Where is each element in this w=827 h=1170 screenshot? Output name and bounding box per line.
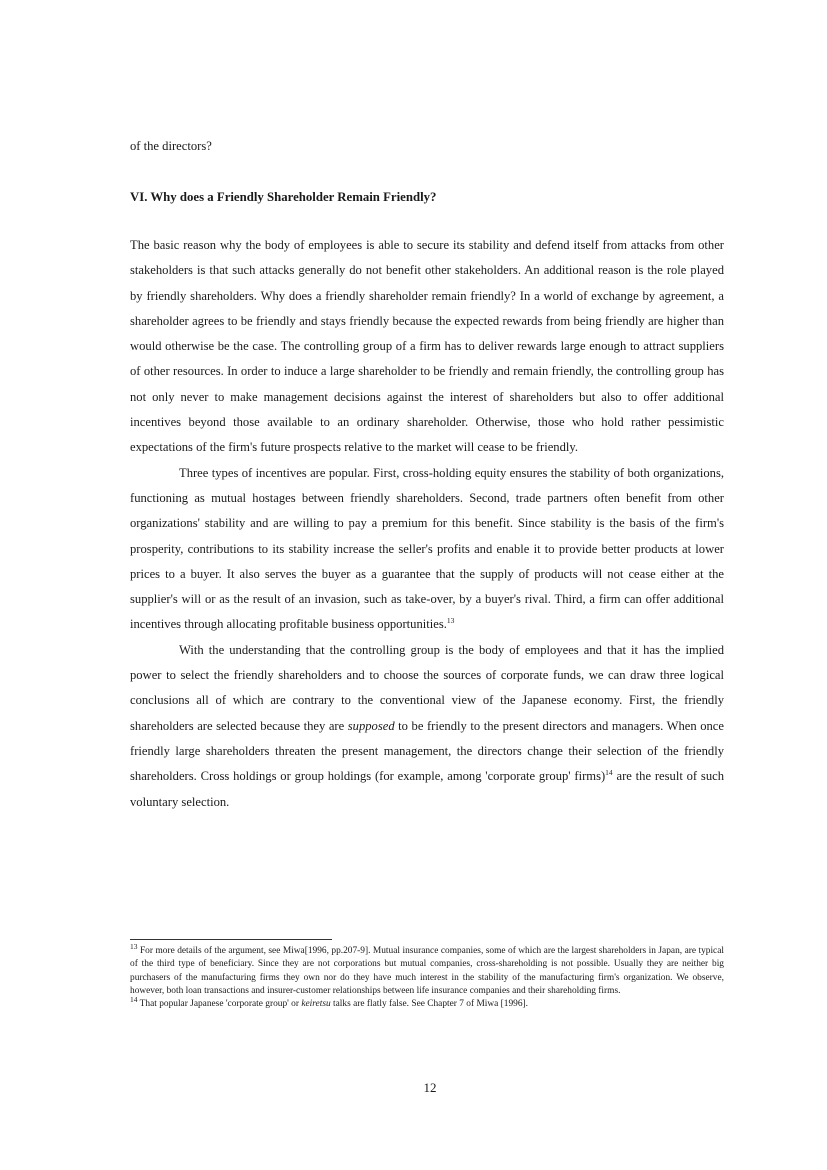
footnote-mark-13: 13 (130, 941, 138, 951)
footnotes (130, 941, 724, 1011)
section-heading: VI. Why does a Friendly Shareholder Remain Friendly? (130, 190, 437, 204)
paragraph-3-text-b: to be friendly to the present directors and managers. When once friendly large shareholders threaten the present management, the directors change their selection of the friendly shareholders. Cross holdings or group holdings (for example, among 'corporate group' firms) (130, 718, 724, 784)
page-number: 12 (423, 1080, 437, 1095)
paragraph-2-text: Three types of incentives are popular. First, cross-holding equity ensures the stability of both organizations, functioning as mutual hostages between friendly shareholders. Second, trade partners often benefit from other organizations' stability and are willing to pay a premium for this benefit. Since stability is the basis of the firm's prosperity, contributions to its stability increase the seller's profits and enable it to provide better products at lower prices to a buyer. It also serves the buyer as a guarantee that the supply of products will not cease either at the supplier's will or as the result of an invasion, such as take-over, by a buyer's rival. Third, a firm can offer additional incentives through allocating profitable business opportunities. (130, 465, 724, 632)
section-body (130, 233, 724, 815)
opening-text (130, 134, 724, 159)
footnote-14-text-b: talks are flatly false. See Chapter 7 of Miwa [1996]. (330, 999, 529, 1010)
footnote-separator (130, 939, 332, 940)
emphasis-supposed: supposed (347, 718, 395, 733)
paragraph-3-text-c: are the result of such voluntary selection. (130, 769, 724, 809)
paragraph-1: The basic reason why the body of employees is able to secure its stability and defend itself from attacks from other stakeholders is that such attacks generally do not benefit other stakeholders. An additional reason is the role played by friendly shareholders. Why does a friendly shareholder remain friendly? In a world of exchange by agreement, a shareholder agrees to be friendly and stays friendly because the expected rewards from being friendly are higher than would otherwise be the case. The controlling group of a firm has to deliver rewards large enough to attract suppliers of other resources. In order to induce a large shareholder to be friendly and remain friendly, the controlling group has not only never to make management decisions against the interest of shareholders but also to offer additional incentives beyond those available to an ordinary shareholder. Otherwise, those who hold rather pessimistic expectations of the firm's future prospects relative to the market will cease to be friendly. (130, 238, 724, 455)
footnote-13 (130, 941, 724, 998)
footnote-14 (130, 995, 724, 1011)
paragraph-2 (130, 461, 724, 638)
footnote-13-text: For more details of the argument, see Miwa[1996, pp.207-9]. Mutual insurance companies, some of which are the largest shareholders in Japan, are typical of the third type of beneficiary. Since they are not corporations but mutual companies, cross-shareholding is not possible. Usually they are neither big purchasers of the manufacturing firms they own nor do they have much interest in the stability of the manufacturing firm's organization. We observe, however, both loan transactions and insurer-customer relationships between life insurance companies and their shareholding firms. (130, 946, 724, 996)
footnote-ref-13: 13 (446, 616, 455, 626)
footnote-ref-14: 14 (605, 768, 613, 778)
footnote-mark-14: 14 (130, 995, 138, 1005)
paragraph-3 (130, 638, 724, 815)
footnote-14-text-a: That popular Japanese 'corporate group' or (137, 999, 302, 1010)
paragraph-continuation: of the directors? (130, 139, 212, 153)
emphasis-keiretsu: keiretsu (301, 999, 331, 1010)
paragraph-3-text-a: With the understanding that the controlling group is the body of employees and that it has the implied power to select the friendly shareholders and to choose the sources of corporate funds, we can draw three logical conclusions all of which are contrary to the conventional view of the Japanese economy. First, the friendly shareholders are selected because they are (130, 642, 724, 733)
